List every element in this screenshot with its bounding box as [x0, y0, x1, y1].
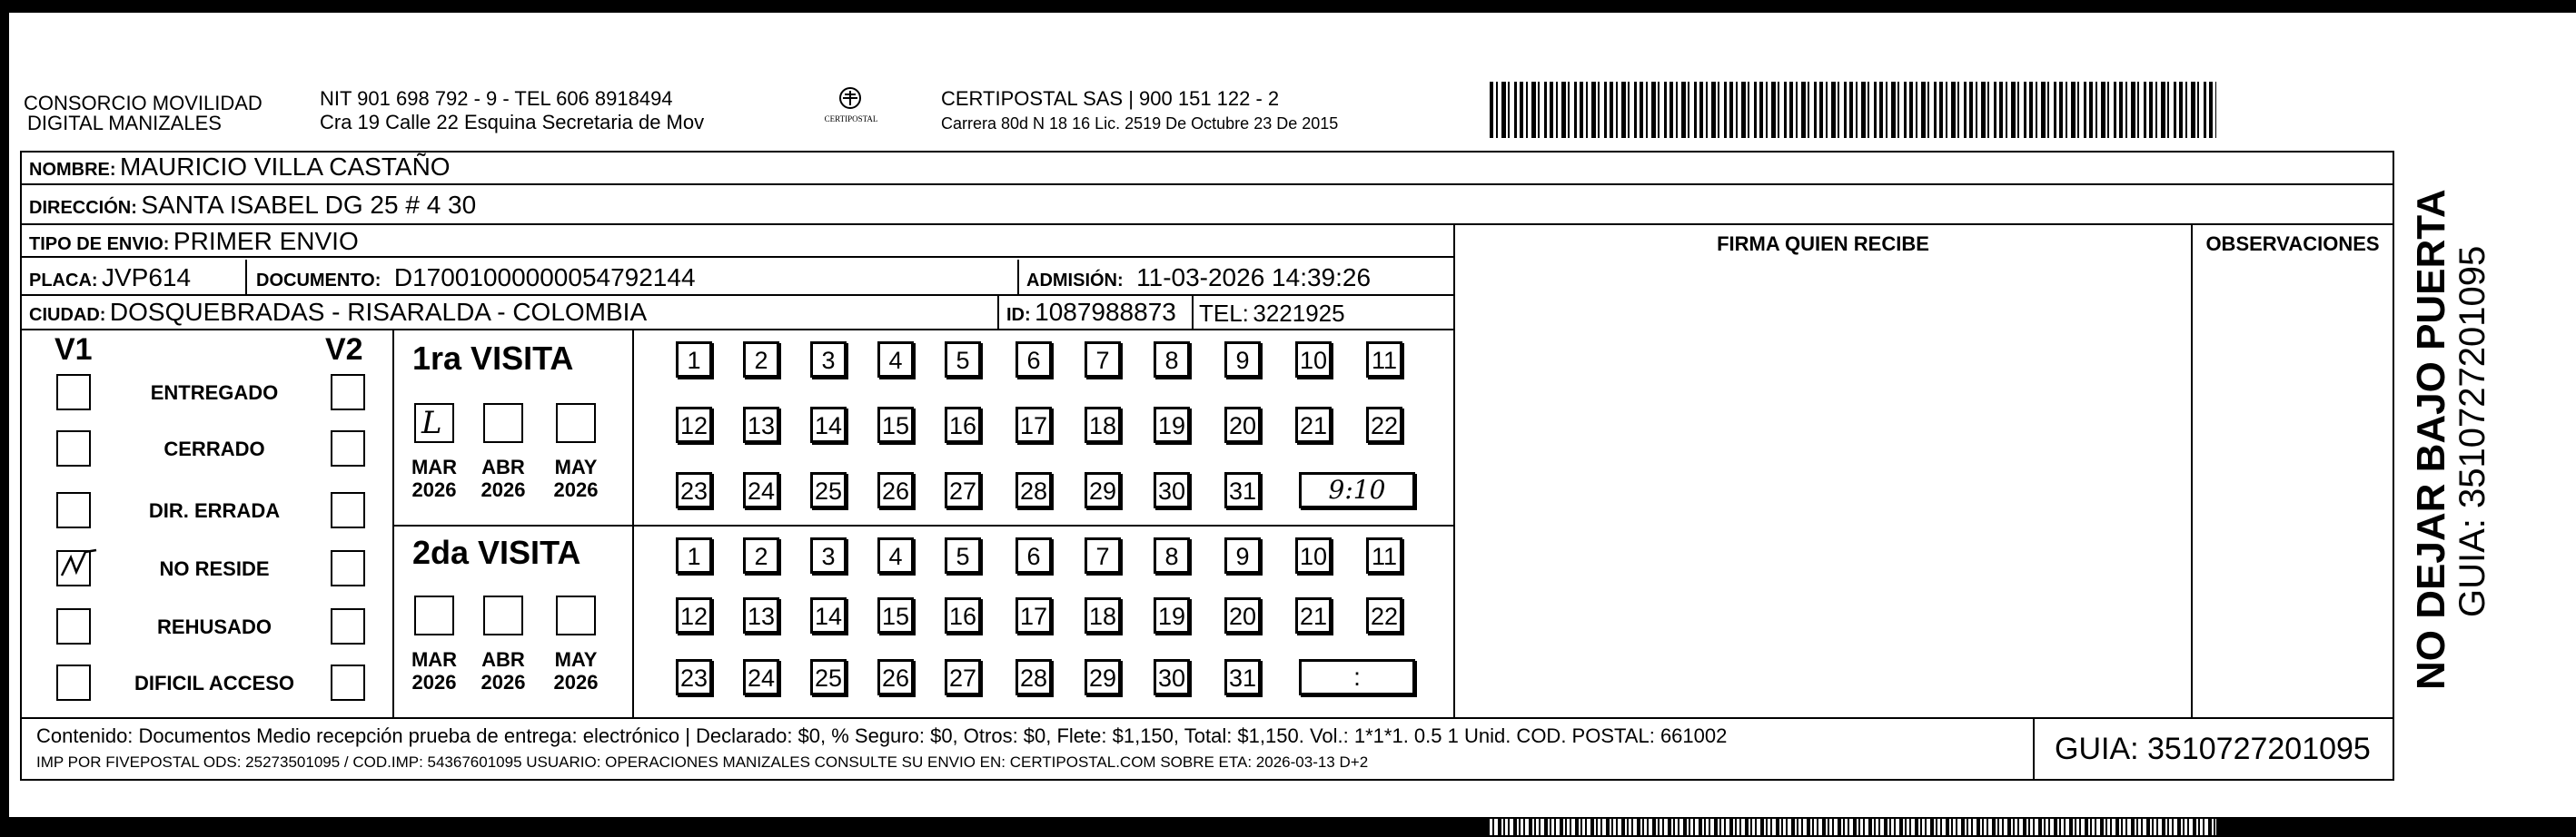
- visit2-day-box[interactable]: 23: [676, 659, 712, 695]
- visit1-month-label: [549, 456, 603, 501]
- direccion-value: SANTA ISABEL DG 25 # 4 30: [141, 191, 477, 219]
- admision-value: 11-03-2026 14:39:26: [1136, 263, 1372, 291]
- month-name: ABR: [481, 648, 525, 671]
- visit2-day-box[interactable]: 9: [1224, 537, 1261, 574]
- visit1-day-box[interactable]: 28: [1016, 472, 1052, 508]
- divider: [2191, 223, 2193, 717]
- visit1-day-box[interactable]: 5: [945, 341, 981, 378]
- visit1-month-label: [407, 456, 461, 501]
- visit2-day-box[interactable]: 8: [1154, 537, 1190, 574]
- visit1-day-box[interactable]: 23: [676, 472, 712, 508]
- visit1-day-box[interactable]: 29: [1085, 472, 1121, 508]
- ciudad-label: CIUDAD:: [29, 305, 106, 325]
- admision-label: ADMISIÓN:: [1026, 271, 1124, 290]
- visit1-month-box[interactable]: [414, 403, 454, 443]
- status-label: REHUSADO: [157, 615, 272, 638]
- visit2-day-box[interactable]: 15: [877, 597, 914, 634]
- visit1-day-box[interactable]: 1: [676, 341, 712, 378]
- firma-header: FIRMA QUIEN RECIBE: [1717, 232, 1929, 255]
- visit2-day-box[interactable]: 16: [945, 597, 981, 634]
- month-name: MAY: [554, 456, 598, 478]
- visit2-day-box[interactable]: 2: [743, 537, 779, 574]
- month-mark: L: [421, 405, 442, 441]
- v2-checkbox[interactable]: [331, 550, 365, 586]
- divider: [392, 525, 1453, 527]
- visit2-day-box[interactable]: 24: [743, 659, 779, 695]
- visit1-day-box[interactable]: 11: [1366, 341, 1402, 378]
- visit2-day-box[interactable]: 12: [676, 597, 712, 634]
- side-guia: GUIA: 3510727201095: [2452, 245, 2492, 617]
- logo-text: CERTIPOSTAL: [824, 114, 878, 123]
- visit1-month-box[interactable]: [483, 403, 523, 443]
- divider: [22, 294, 1453, 296]
- visit1-day-box[interactable]: 27: [945, 472, 981, 508]
- visit1-day-box[interactable]: 9: [1224, 341, 1261, 378]
- divider: [245, 260, 247, 296]
- company-line-2: DIGITAL MANIZALES: [27, 112, 222, 134]
- visit2-time[interactable]: [1299, 659, 1415, 695]
- divider: [997, 296, 999, 330]
- visit1-day-box[interactable]: 19: [1154, 407, 1190, 443]
- visit1-day-box[interactable]: 4: [877, 341, 914, 378]
- no-dejar-bajo-puerta: NO DEJAR BAJO PUERTA: [2409, 189, 2453, 690]
- top-border: [0, 0, 2576, 13]
- month-year: 2026: [411, 478, 457, 501]
- visit2-day-box[interactable]: 14: [810, 597, 847, 634]
- tipo-envio-row: [29, 227, 359, 256]
- footer-content: Contenido: Documentos Medio recepción prueba de entrega: electrónico | Declarado: $0, % Seguro: $0, Otros: $0, Flete: $1,150, Total: $1,150. Vol.: 1*1*1. 0.5 1 Unid. COD. POSTAL: 661002: [36, 724, 1728, 747]
- divider: [2033, 717, 2035, 781]
- visit1-day-box[interactable]: 16: [945, 407, 981, 443]
- month-name: ABR: [481, 456, 525, 478]
- visit1-day-box[interactable]: 6: [1016, 341, 1052, 378]
- visit2-day-box[interactable]: 22: [1366, 597, 1402, 634]
- month-year: 2026: [411, 671, 457, 694]
- nombre-value: MAURICIO VILLA CASTAÑO: [120, 153, 451, 181]
- visit2-month-label: [476, 648, 530, 694]
- visit2-day-box[interactable]: 4: [877, 537, 914, 574]
- visit1-day-box[interactable]: 15: [877, 407, 914, 443]
- certipostal-logo: [823, 84, 877, 147]
- visit2-day-box[interactable]: 25: [810, 659, 847, 695]
- visit2-month-box[interactable]: [556, 596, 596, 635]
- footer-imp: IMP POR FIVEPOSTAL ODS: 25273501095 / COD.IMP: 54367601095 USUARIO: OPERACIONES MANIZALES CONSULTE SU ENVIO EN: CERTIPOSTAL.COM SOBRE ETA: 2026-03-13 D+2: [36, 753, 1369, 771]
- documento-label: DOCUMENTO:: [256, 271, 381, 290]
- divider: [1453, 223, 1455, 717]
- visit1-day-box[interactable]: 17: [1016, 407, 1052, 443]
- visit1-time[interactable]: [1299, 472, 1415, 508]
- visit2-day-box[interactable]: 27: [945, 659, 981, 695]
- v1-checkbox[interactable]: [56, 374, 91, 410]
- visit1-day-box[interactable]: 21: [1295, 407, 1332, 443]
- id-label: ID:: [1006, 305, 1031, 325]
- v1-checkbox[interactable]: [56, 430, 91, 467]
- ciudad-row: [29, 298, 647, 327]
- status-label: NO RESIDE: [159, 557, 270, 580]
- v2-header: V2: [325, 332, 363, 367]
- visit1-time-value: 9:10: [1328, 475, 1386, 505]
- status-label: DIFICIL ACCESO: [134, 672, 294, 694]
- visit1-day-box[interactable]: 13: [743, 407, 779, 443]
- v1-checkbox[interactable]: [56, 608, 91, 645]
- v2-checkbox[interactable]: [331, 665, 365, 701]
- visit2-day-box[interactable]: 18: [1085, 597, 1121, 634]
- left-border: [0, 0, 9, 837]
- visit2-month-label: [549, 648, 603, 694]
- month-year: 2026: [481, 478, 526, 501]
- tipo-envio-label: TIPO DE ENVIO:: [29, 234, 170, 254]
- certipostal-address: Carrera 80d N 18 16 Lic. 2519 De Octubre 23 De 2015: [941, 114, 1339, 133]
- divider: [632, 330, 634, 717]
- visit2-day-box[interactable]: 10: [1295, 537, 1332, 574]
- visit1-day-box[interactable]: 24: [743, 472, 779, 508]
- status-label: CERRADO: [163, 438, 265, 460]
- footer-guia: GUIA: 3510727201095: [2055, 732, 2371, 766]
- visit2-month-label: [407, 648, 461, 694]
- company-line-1: CONSORCIO MOVILIDAD: [24, 92, 263, 114]
- observaciones-header: OBSERVACIONES: [2205, 232, 2380, 255]
- visit2-day-box[interactable]: 21: [1295, 597, 1332, 634]
- visit1-day-box[interactable]: 8: [1154, 341, 1190, 378]
- visit2-title: 2da VISITA: [412, 534, 581, 571]
- v1-checkbox[interactable]: [56, 665, 91, 701]
- id-value: 1087988873: [1035, 298, 1176, 326]
- placa-value: JVP614: [102, 263, 192, 291]
- visit2-day-box[interactable]: 17: [1016, 597, 1052, 634]
- visit1-day-box[interactable]: 25: [810, 472, 847, 508]
- visit1-day-box[interactable]: 22: [1366, 407, 1402, 443]
- visit1-day-box[interactable]: 26: [877, 472, 914, 508]
- barcode-bottom: [1490, 819, 2216, 835]
- visit1-day-box[interactable]: 7: [1085, 341, 1121, 378]
- direccion-label: DIRECCIÓN:: [29, 198, 137, 218]
- visit2-day-box[interactable]: 13: [743, 597, 779, 634]
- v1-checkbox[interactable]: [56, 492, 91, 528]
- divider: [22, 223, 2393, 225]
- month-year: 2026: [553, 671, 599, 694]
- certipostal-line: CERTIPOSTAL SAS | 900 151 122 - 2: [941, 87, 1280, 110]
- visit1-month-label: [476, 456, 530, 501]
- visit2-day-box[interactable]: 30: [1154, 659, 1190, 695]
- visit1-day-box[interactable]: 3: [810, 341, 847, 378]
- divider: [22, 717, 2393, 719]
- visit2-day-box[interactable]: 11: [1366, 537, 1402, 574]
- tel-label: TEL:: [1199, 300, 1249, 327]
- tel-value: 3221925: [1253, 300, 1345, 327]
- v2-checkbox[interactable]: [331, 430, 365, 467]
- visit2-day-box[interactable]: 6: [1016, 537, 1052, 574]
- placa-label: PLACA:: [29, 271, 98, 290]
- month-year: 2026: [481, 671, 526, 694]
- tipo-envio-value: PRIMER ENVIO: [173, 227, 359, 255]
- barcode: [1490, 82, 2216, 138]
- documento-value: D17001000000054792144: [393, 263, 696, 291]
- month-name: MAR: [411, 456, 458, 478]
- visit2-day-box[interactable]: 29: [1085, 659, 1121, 695]
- visit1-day-box[interactable]: 20: [1224, 407, 1261, 443]
- v2-checkbox[interactable]: [331, 374, 365, 410]
- v2-checkbox[interactable]: [331, 608, 365, 645]
- v2-checkbox[interactable]: [331, 492, 365, 528]
- visit1-day-box[interactable]: 30: [1154, 472, 1190, 508]
- visit2-day-box[interactable]: 7: [1085, 537, 1121, 574]
- nombre-label: NOMBRE:: [29, 160, 116, 180]
- month-name: MAY: [554, 648, 598, 671]
- tel-row: [1199, 300, 1345, 328]
- status-label: ENTREGADO: [150, 381, 279, 404]
- visit2-day-box[interactable]: 31: [1224, 659, 1261, 695]
- v1-header: V1: [54, 332, 93, 367]
- documento-row: [256, 263, 696, 292]
- direccion-row: [29, 191, 476, 220]
- visit2-month-box[interactable]: [414, 596, 454, 635]
- visit2-month-box[interactable]: [483, 596, 523, 635]
- month-name: MAR: [411, 648, 458, 671]
- nit-line: NIT 901 698 792 - 9 - TEL 606 8918494: [320, 87, 673, 110]
- visit2-time-value: :: [1353, 663, 1361, 691]
- visit2-day-box[interactable]: 3: [810, 537, 847, 574]
- month-year: 2026: [553, 478, 599, 501]
- visit1-day-box[interactable]: 12: [676, 407, 712, 443]
- placa-row: [29, 263, 191, 292]
- divider: [22, 329, 1453, 330]
- visit1-day-box[interactable]: 10: [1295, 341, 1332, 378]
- visit2-day-box[interactable]: 28: [1016, 659, 1052, 695]
- visit1-day-box[interactable]: 2: [743, 341, 779, 378]
- admision-row: [1026, 263, 1371, 292]
- visit2-day-box[interactable]: 19: [1154, 597, 1190, 634]
- visit1-day-box[interactable]: 31: [1224, 472, 1261, 508]
- divider: [22, 183, 2393, 185]
- v1-checkbox[interactable]: [56, 550, 91, 586]
- visit1-title: 1ra VISITA: [412, 340, 574, 377]
- visit2-day-box[interactable]: 1: [676, 537, 712, 574]
- visit1-month-box[interactable]: [556, 403, 596, 443]
- visit1-day-box[interactable]: 14: [810, 407, 847, 443]
- visit1-day-box[interactable]: 18: [1085, 407, 1121, 443]
- divider: [1017, 260, 1019, 296]
- divider: [22, 256, 1453, 258]
- company-address: Cra 19 Calle 22 Esquina Secretaria de Mov: [320, 111, 705, 133]
- nombre-row: [29, 153, 451, 182]
- divider: [392, 330, 394, 717]
- ciudad-value: DOSQUEBRADAS - RISARALDA - COLOMBIA: [109, 298, 648, 326]
- visit2-day-box[interactable]: 5: [945, 537, 981, 574]
- visit2-day-box[interactable]: 26: [877, 659, 914, 695]
- visit2-day-box[interactable]: 20: [1224, 597, 1261, 634]
- divider: [1192, 296, 1194, 330]
- status-label: DIR. ERRADA: [148, 499, 281, 522]
- id-row: [1006, 298, 1176, 327]
